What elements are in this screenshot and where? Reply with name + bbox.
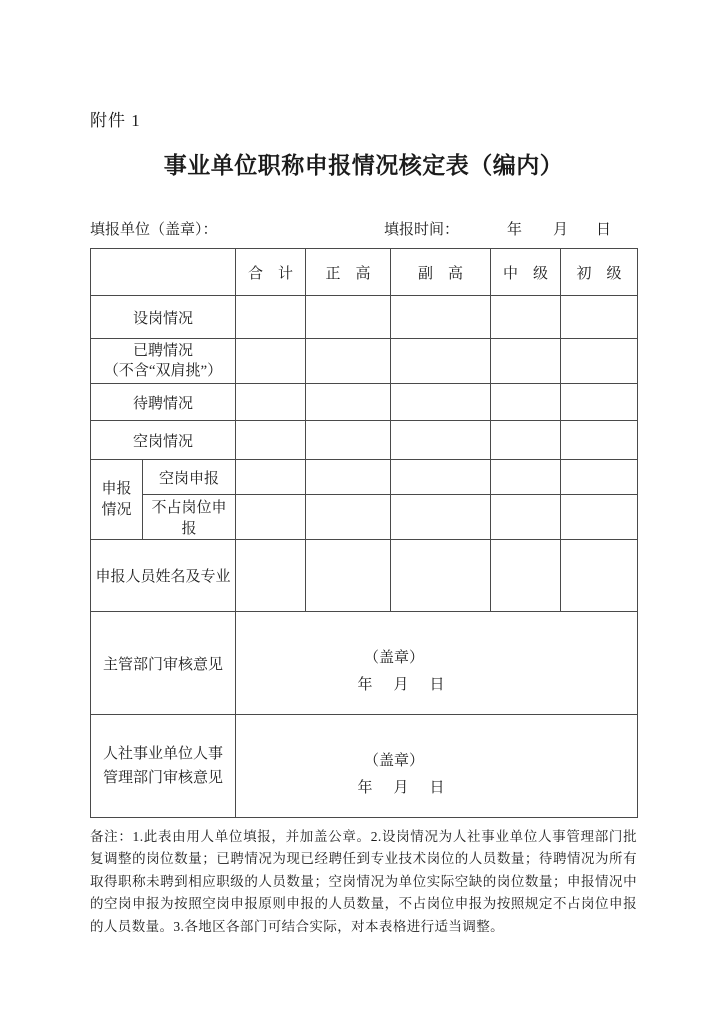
header-senior-full: 正 高 — [306, 249, 391, 296]
empty-value-cell — [491, 339, 561, 384]
row-label-vacant-post: 空岗情况 — [91, 421, 236, 460]
empty-value-cell — [391, 495, 491, 540]
page-title: 事业单位职称申报情况核定表（编内） — [163, 153, 564, 178]
stamp-placeholder: （盖章） — [363, 650, 424, 666]
empty-value-cell — [491, 540, 561, 612]
row-label-hired — [91, 339, 236, 384]
row-applicant-names — [91, 540, 638, 612]
empty-value-cell — [391, 296, 491, 339]
table-header-row — [91, 249, 638, 296]
empty-value-cell — [491, 421, 561, 460]
fill-time-day: 日 — [595, 222, 611, 238]
row-label-declare-vacant: 空岗申报 — [143, 460, 236, 495]
row-label-declare-non-post: 不占岗位申报 — [143, 495, 236, 540]
empty-value-cell — [561, 460, 638, 495]
empty-value-cell — [561, 296, 638, 339]
row-label-hr-review — [91, 715, 236, 818]
row-label-supervisor-review: 主管部门审核意见 — [91, 612, 236, 715]
empty-value-cell — [236, 421, 306, 460]
fill-time-month: 月 — [552, 222, 568, 238]
empty-value-cell — [391, 421, 491, 460]
empty-value-cell — [306, 540, 391, 612]
empty-value-cell — [306, 296, 391, 339]
hr-review-line1: 人社事业单位人事 — [102, 746, 223, 762]
empty-value-cell — [306, 384, 391, 421]
row-post-setup — [91, 296, 638, 339]
hr-review-line2: 管理部门审核意见 — [102, 770, 223, 786]
empty-value-cell — [236, 339, 306, 384]
empty-value-cell — [561, 421, 638, 460]
fill-time-label: 填报时间： — [383, 222, 459, 238]
row-label-hired-line2: （不含“双肩挑”） — [103, 363, 223, 379]
verification-table — [90, 248, 638, 818]
row-label-applicant-names: 申报人员姓名及专业 — [91, 540, 236, 612]
row-declare-non-post — [91, 495, 638, 540]
empty-value-cell — [391, 460, 491, 495]
fill-time-year: 年 — [506, 222, 522, 238]
form-meta-row — [90, 218, 637, 239]
document-content — [90, 0, 637, 938]
empty-value-cell — [236, 540, 306, 612]
empty-value-cell — [391, 540, 491, 612]
empty-value-cell — [391, 339, 491, 384]
row-supervisor-review — [91, 612, 638, 715]
empty-value-cell — [491, 296, 561, 339]
row-label-post-setup: 设岗情况 — [91, 296, 236, 339]
empty-value-cell — [306, 495, 391, 540]
empty-value-cell — [306, 460, 391, 495]
fill-unit-label: 填报单位（盖章）： — [90, 222, 218, 238]
hr-review-area — [236, 715, 638, 818]
header-junior: 初 级 — [561, 249, 638, 296]
row-vacant-post — [91, 421, 638, 460]
stamp-placeholder: （盖章） — [363, 753, 424, 769]
empty-value-cell — [491, 460, 561, 495]
row-hired — [91, 339, 638, 384]
empty-value-cell — [491, 384, 561, 421]
empty-value-cell — [236, 495, 306, 540]
row-group-label-declare — [91, 460, 143, 540]
attachment-label: 附件 1 — [90, 111, 141, 130]
review-date-placeholder: 年 月 日 — [357, 677, 448, 693]
declare-group-line2: 情况 — [101, 501, 132, 518]
review-date-placeholder: 年 月 日 — [357, 780, 448, 796]
row-pending-hire — [91, 384, 638, 421]
header-total: 合 计 — [236, 249, 306, 296]
empty-value-cell — [561, 339, 638, 384]
supervisor-review-area — [236, 612, 638, 715]
row-label-pending-hire: 待聘情况 — [91, 384, 236, 421]
header-corner-cell — [91, 249, 236, 296]
empty-value-cell — [236, 384, 306, 421]
row-label-hired-line1: 已聘情况 — [132, 343, 193, 359]
fill-time-group — [384, 218, 637, 239]
empty-value-cell — [236, 460, 306, 495]
declare-group-line1: 申报 — [101, 480, 132, 497]
empty-value-cell — [561, 540, 638, 612]
empty-value-cell — [561, 495, 638, 540]
header-senior-deputy: 副 高 — [391, 249, 491, 296]
empty-value-cell — [561, 384, 638, 421]
empty-value-cell — [491, 495, 561, 540]
empty-value-cell — [236, 296, 306, 339]
empty-value-cell — [391, 384, 491, 421]
footnote: 备注：1.此表由用人单位填报，并加盖公章。2.设岗情况为人社事业单位人事管理部门批复调整的岗位数量；已聘情况为现已经聘任到专业技术岗位的人员数量；待聘情况为所有取得职称未聘到相应职级的人员数量；空岗情况为单位实际空缺的岗位数量；申报情况中的空岗申报为按照空岗申报原则申报的人员数量，不占岗位申报为按照规定不占岗位申报的人员数量。3.各地区各部门可结合实际，对本表格进行适当调整。 — [90, 829, 637, 934]
row-hr-review — [91, 715, 638, 818]
empty-value-cell — [306, 339, 391, 384]
empty-value-cell — [306, 421, 391, 460]
header-intermediate: 中 级 — [491, 249, 561, 296]
row-declare-vacant — [91, 460, 638, 495]
